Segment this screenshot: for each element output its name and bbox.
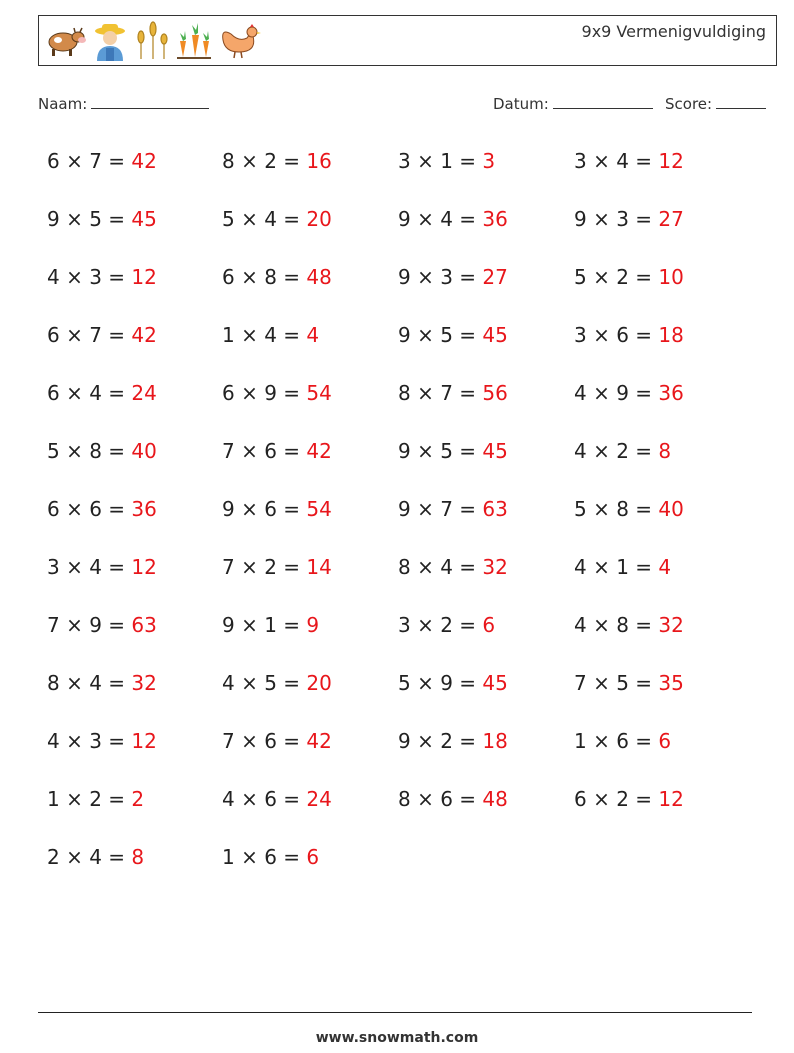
problem-item <box>398 265 508 289</box>
problem-item <box>574 323 684 347</box>
problem-question: 3 × 1 = <box>398 149 483 173</box>
problem-item <box>47 671 157 695</box>
problem-answer: 63 <box>482 497 508 521</box>
farmer-icon <box>91 21 129 61</box>
problem-item <box>222 439 332 463</box>
problem-answer: 35 <box>658 671 684 695</box>
problem-answer: 42 <box>306 729 332 753</box>
problem-answer: 2 <box>131 787 145 811</box>
problem-question: 1 × 6 = <box>222 845 307 869</box>
hen-icon <box>217 22 261 60</box>
problem-question: 6 × 7 = <box>47 323 132 347</box>
problem-item <box>398 555 508 579</box>
problem-item <box>574 613 684 637</box>
problem-answer: 48 <box>306 265 332 289</box>
problem-question: 7 × 2 = <box>222 555 307 579</box>
problem-item <box>222 497 332 521</box>
problem-answer: 12 <box>658 149 684 173</box>
problem-answer: 4 <box>658 555 672 579</box>
problem-answer: 18 <box>482 729 508 753</box>
problem-answer: 36 <box>658 381 684 405</box>
problem-question: 5 × 9 = <box>398 671 483 695</box>
problem-question: 3 × 6 = <box>574 323 659 347</box>
problem-item <box>47 323 157 347</box>
problem-question: 1 × 6 = <box>574 729 659 753</box>
problem-answer: 24 <box>306 787 332 811</box>
header-icons <box>43 20 261 62</box>
worksheet-header <box>38 15 777 66</box>
problem-question: 1 × 4 = <box>222 323 307 347</box>
problem-question: 4 × 2 = <box>574 439 659 463</box>
problem-item <box>398 497 508 521</box>
problem-item <box>398 787 508 811</box>
problem-answer: 18 <box>658 323 684 347</box>
problem-answer: 36 <box>482 207 508 231</box>
carrots-icon <box>175 21 213 61</box>
problem-question: 9 × 2 = <box>398 729 483 753</box>
problem-question: 4 × 5 = <box>222 671 307 695</box>
problem-answer: 9 <box>306 613 320 637</box>
problem-answer: 63 <box>131 613 157 637</box>
problem-answer: 54 <box>306 381 332 405</box>
problem-answer: 48 <box>482 787 508 811</box>
name-label: Naam: <box>38 95 88 113</box>
problem-item <box>398 323 508 347</box>
problem-item <box>398 381 508 405</box>
problem-question: 5 × 2 = <box>574 265 659 289</box>
problem-answer: 6 <box>482 613 496 637</box>
problem-answer: 12 <box>658 787 684 811</box>
problem-answer: 45 <box>131 207 157 231</box>
problem-question: 9 × 5 = <box>47 207 132 231</box>
problem-question: 6 × 7 = <box>47 149 132 173</box>
problem-question: 7 × 6 = <box>222 439 307 463</box>
problem-answer: 45 <box>482 671 508 695</box>
problem-answer: 20 <box>306 207 332 231</box>
score-line[interactable] <box>716 94 766 109</box>
problem-answer: 4 <box>306 323 320 347</box>
problem-question: 9 × 4 = <box>398 207 483 231</box>
problem-question: 8 × 2 = <box>222 149 307 173</box>
problem-item <box>222 381 332 405</box>
problem-item <box>47 555 157 579</box>
problem-answer: 42 <box>306 439 332 463</box>
name-line[interactable] <box>91 94 209 109</box>
problem-answer: 56 <box>482 381 508 405</box>
cow-icon <box>43 24 87 58</box>
footer-divider <box>38 1012 752 1013</box>
problem-question: 6 × 2 = <box>574 787 659 811</box>
date-field <box>493 94 653 113</box>
problem-question: 7 × 6 = <box>222 729 307 753</box>
problem-item <box>574 729 671 753</box>
problem-answer: 42 <box>131 149 157 173</box>
problem-item <box>574 787 684 811</box>
problem-question: 3 × 4 = <box>574 149 659 173</box>
problem-question: 9 × 5 = <box>398 439 483 463</box>
problem-question: 4 × 8 = <box>574 613 659 637</box>
problem-answer: 8 <box>131 845 145 869</box>
problem-question: 5 × 4 = <box>222 207 307 231</box>
problem-item <box>222 555 332 579</box>
problem-item <box>574 671 684 695</box>
problem-item <box>47 845 144 869</box>
problem-answer: 12 <box>131 265 157 289</box>
problem-item <box>47 149 157 173</box>
problem-question: 9 × 7 = <box>398 497 483 521</box>
problem-item <box>222 265 332 289</box>
problem-answer: 36 <box>131 497 157 521</box>
problem-question: 6 × 4 = <box>47 381 132 405</box>
problem-answer: 12 <box>131 555 157 579</box>
problem-question: 4 × 1 = <box>574 555 659 579</box>
problem-question: 9 × 1 = <box>222 613 307 637</box>
problem-item <box>47 439 157 463</box>
problem-answer: 14 <box>306 555 332 579</box>
problem-item <box>222 323 319 347</box>
problem-item <box>222 787 332 811</box>
problem-answer: 20 <box>306 671 332 695</box>
problem-question: 9 × 3 = <box>574 207 659 231</box>
problem-item <box>222 729 332 753</box>
problem-item <box>398 729 508 753</box>
problem-question: 2 × 4 = <box>47 845 132 869</box>
footer-url: www.snowmath.com <box>315 1030 479 1046</box>
wheat-icon <box>133 21 171 61</box>
problem-item <box>574 555 671 579</box>
problem-question: 3 × 2 = <box>398 613 483 637</box>
score-field <box>665 94 766 113</box>
problem-question: 6 × 8 = <box>222 265 307 289</box>
problem-item <box>574 497 684 521</box>
date-line[interactable] <box>553 94 653 109</box>
problem-answer: 10 <box>658 265 684 289</box>
problem-question: 9 × 5 = <box>398 323 483 347</box>
problem-item <box>398 439 508 463</box>
problem-question: 6 × 6 = <box>47 497 132 521</box>
problem-item <box>222 149 332 173</box>
problem-question: 1 × 2 = <box>47 787 132 811</box>
problem-item <box>222 207 332 231</box>
problem-question: 9 × 6 = <box>222 497 307 521</box>
problem-item <box>47 613 157 637</box>
problem-question: 7 × 9 = <box>47 613 132 637</box>
problem-item <box>398 207 508 231</box>
problem-answer: 8 <box>658 439 672 463</box>
problem-item <box>574 381 684 405</box>
problem-answer: 27 <box>482 265 508 289</box>
score-label: Score: <box>665 95 713 113</box>
problem-answer: 32 <box>131 671 157 695</box>
problem-item <box>398 149 495 173</box>
problem-item <box>222 613 319 637</box>
problem-answer: 40 <box>658 497 684 521</box>
problem-answer: 6 <box>306 845 320 869</box>
problem-item <box>47 729 157 753</box>
problem-question: 4 × 3 = <box>47 265 132 289</box>
problem-question: 8 × 4 = <box>398 555 483 579</box>
problem-answer: 54 <box>306 497 332 521</box>
problem-answer: 3 <box>482 149 496 173</box>
problem-answer: 40 <box>131 439 157 463</box>
problem-item <box>47 207 157 231</box>
problem-item <box>222 671 332 695</box>
problem-question: 8 × 6 = <box>398 787 483 811</box>
problem-item <box>574 207 684 231</box>
problem-question: 8 × 4 = <box>47 671 132 695</box>
problem-question: 5 × 8 = <box>47 439 132 463</box>
problem-question: 5 × 8 = <box>574 497 659 521</box>
problem-answer: 12 <box>131 729 157 753</box>
problem-item <box>47 497 157 521</box>
problem-answer: 16 <box>306 149 332 173</box>
problem-question: 4 × 6 = <box>222 787 307 811</box>
problem-answer: 6 <box>658 729 672 753</box>
problem-answer: 27 <box>658 207 684 231</box>
problem-answer: 24 <box>131 381 157 405</box>
problem-question: 4 × 3 = <box>47 729 132 753</box>
problem-question: 8 × 7 = <box>398 381 483 405</box>
problem-answer: 45 <box>482 323 508 347</box>
problem-question: 3 × 4 = <box>47 555 132 579</box>
problem-answer: 42 <box>131 323 157 347</box>
problem-item <box>47 265 157 289</box>
problem-item <box>222 845 319 869</box>
problem-item <box>574 265 684 289</box>
problem-question: 9 × 3 = <box>398 265 483 289</box>
problem-item <box>574 149 684 173</box>
problem-item <box>47 381 157 405</box>
problem-item <box>47 787 144 811</box>
problem-item <box>398 671 508 695</box>
problem-answer: 45 <box>482 439 508 463</box>
problem-question: 7 × 5 = <box>574 671 659 695</box>
problem-question: 4 × 9 = <box>574 381 659 405</box>
problem-question: 6 × 9 = <box>222 381 307 405</box>
problem-item <box>398 613 495 637</box>
problem-answer: 32 <box>482 555 508 579</box>
name-field <box>38 94 209 113</box>
worksheet-title: 9x9 Vermenigvuldiging <box>581 22 766 41</box>
date-label: Datum: <box>493 95 549 113</box>
problem-item <box>574 439 671 463</box>
problem-answer: 32 <box>658 613 684 637</box>
